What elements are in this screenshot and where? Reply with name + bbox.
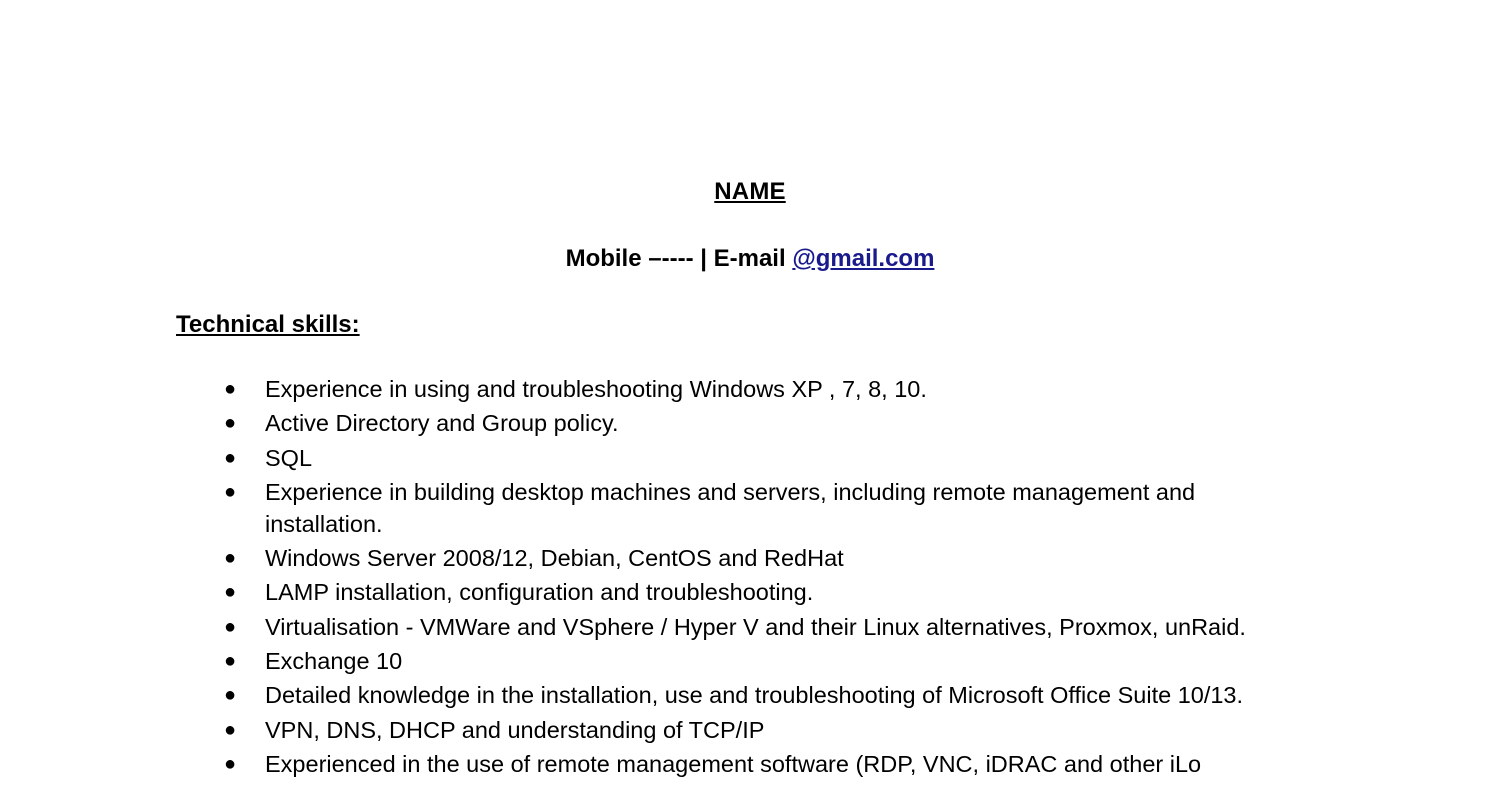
list-item bbox=[0, 679, 1325, 711]
bullet-icon bbox=[220, 611, 240, 643]
list-item-text: Virtualisation - VMWare and VSphere / Hyper V and their Linux alternatives, Proxmox, unRaid. bbox=[265, 613, 1246, 640]
list-item-text: Windows Server 2008/12, Debian, CentOS and RedHat bbox=[265, 545, 844, 572]
skills-list bbox=[0, 373, 1500, 782]
list-item-text: Experience in using and troubleshooting Windows XP , 7, 8, 10. bbox=[265, 376, 927, 402]
bullet-icon bbox=[220, 542, 240, 574]
contact-line bbox=[0, 245, 1500, 273]
list-item bbox=[0, 748, 1325, 780]
list-item-text: LAMP installation, configuration and troubleshooting. bbox=[265, 579, 814, 606]
bullet-icon bbox=[220, 576, 240, 608]
bullet-icon bbox=[220, 645, 240, 677]
page-title: NAME bbox=[714, 178, 786, 205]
bullet-icon bbox=[220, 476, 240, 508]
bullet-icon bbox=[220, 714, 240, 746]
bullet-icon bbox=[220, 679, 240, 711]
bullet-icon bbox=[220, 748, 240, 780]
section-heading-technical-skills: Technical skills: bbox=[176, 311, 360, 338]
list-item bbox=[0, 476, 1255, 540]
list-item-text: SQL bbox=[265, 444, 313, 471]
list-item-text: Active Directory and Group policy. bbox=[265, 410, 619, 437]
list-item bbox=[0, 373, 1325, 405]
list-item-text: Exchange 10 bbox=[265, 648, 403, 675]
list-item-text: Detailed knowledge in the installation, use and troubleshooting of Microsoft Office Suite 10/13. bbox=[265, 682, 1244, 709]
list-item-text: Experienced in the use of remote management software (RDP, VNC, iDRAC and other iLo bbox=[265, 750, 1202, 777]
bullet-icon bbox=[220, 442, 240, 474]
list-item bbox=[0, 442, 1325, 474]
list-item bbox=[0, 542, 1325, 574]
list-item bbox=[0, 714, 1325, 746]
bullet-icon bbox=[220, 407, 240, 439]
bullet-icon bbox=[220, 373, 240, 405]
contact-prefix: Mobile –---- | E-mail bbox=[565, 245, 793, 272]
list-item-text: VPN, DNS, DHCP and understanding of TCP/IP bbox=[265, 716, 765, 743]
list-item-text: Experience in building desktop machines and servers, including remote management and installation. bbox=[265, 478, 1196, 537]
list-item bbox=[0, 576, 1325, 608]
list-item bbox=[0, 611, 1325, 643]
email-link[interactable]: @gmail.com bbox=[792, 245, 935, 272]
list-item bbox=[0, 407, 1325, 439]
list-item bbox=[0, 645, 1325, 677]
